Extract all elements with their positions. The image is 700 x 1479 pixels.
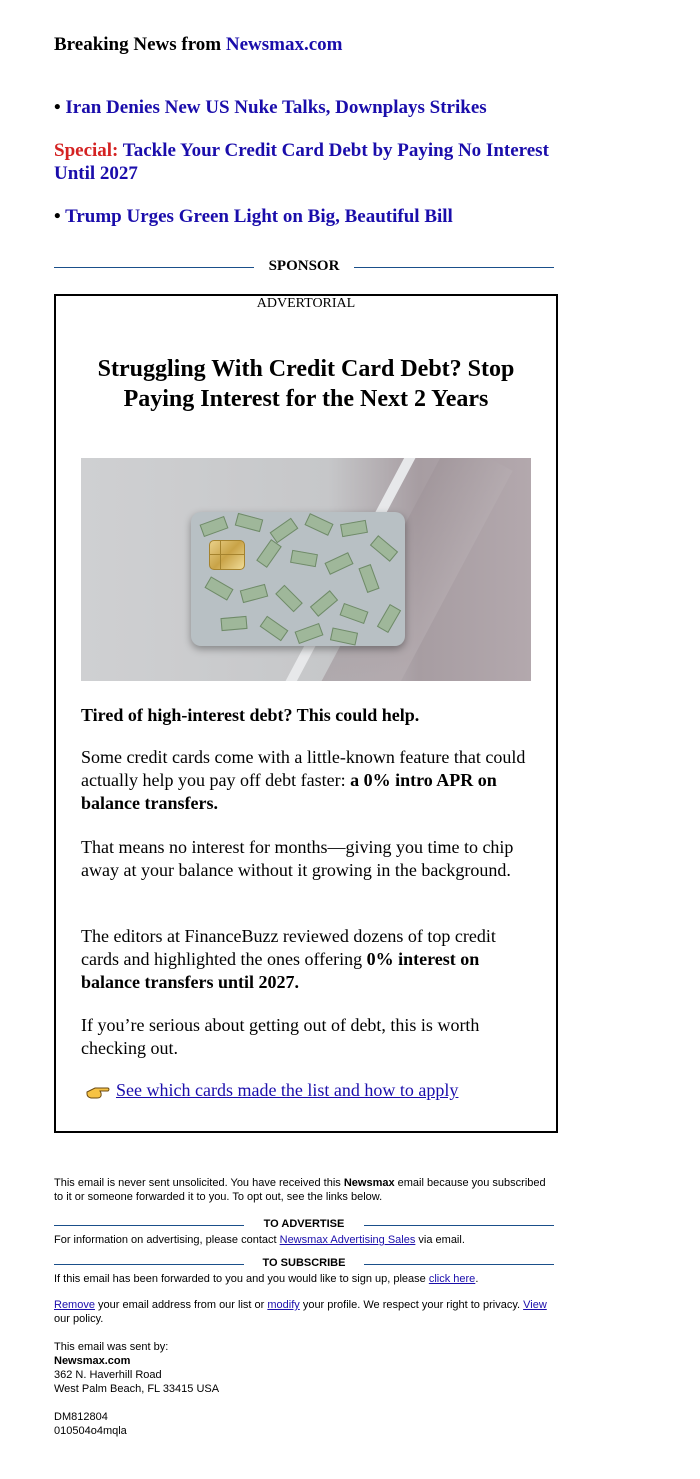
unsolicited-notice	[54, 1176, 554, 1204]
sender-address-line: West Palm Beach, FL 33415 USA	[54, 1383, 220, 1395]
headline-bullet: •	[54, 97, 66, 118]
advertising-sales-link[interactable]: Newsmax Advertising Sales	[279, 1234, 416, 1246]
footer-text: email because you subscribed to it or someone forwarded it to you. To opt out, see the links below.	[54, 1177, 546, 1203]
sponsor-divider	[54, 256, 554, 278]
footer-text: For information on advertising, please contact	[54, 1234, 280, 1246]
money-bill-icon	[310, 590, 338, 617]
paragraph-bold: 0% interest on balance transfers until 2027.	[81, 949, 480, 992]
money-bill-icon	[260, 616, 289, 642]
modify-link[interactable]: modify	[267, 1299, 300, 1311]
sender-company	[54, 1354, 554, 1368]
email-header	[54, 34, 342, 56]
money-bill-icon	[240, 584, 268, 603]
paragraph-bold: a 0% intro APR on balance transfers.	[81, 770, 497, 813]
card-chip-icon	[209, 540, 245, 570]
money-bill-icon	[340, 603, 369, 624]
special-label: Special:	[54, 140, 123, 161]
header-brand-link[interactable]: Newsmax.com	[225, 34, 343, 55]
sent-by-label: This email was sent by:	[54, 1341, 169, 1353]
tracking-codes	[54, 1410, 554, 1438]
divider-line	[54, 1225, 244, 1226]
money-bill-icon	[235, 513, 263, 532]
money-bill-icon	[330, 627, 358, 645]
money-bill-icon	[295, 623, 324, 644]
advertorial-lead: Tired of high-interest debt? This could help.	[81, 705, 420, 725]
headline-link[interactable]	[54, 96, 558, 119]
advertise-label: TO ADVERTISE	[263, 1218, 345, 1230]
subscribe-divider	[54, 1257, 554, 1271]
credit-card-illustration	[191, 512, 405, 646]
advertise-divider	[54, 1218, 554, 1232]
headline-text: Iran Denies New US Nuke Talks, Downplays Strikes	[65, 97, 487, 118]
footer-text: your email address from our list or	[94, 1299, 268, 1311]
money-bill-icon	[377, 604, 401, 633]
paragraph-text: Some credit cards come with a little-known feature that could actually help you pay off debt faster:	[81, 747, 526, 790]
headline-text: Tackle Your Credit Card Debt by Paying No Interest Until 2027	[54, 140, 549, 184]
money-bill-icon	[340, 520, 368, 537]
headline-link[interactable]	[54, 205, 558, 228]
cta-link[interactable]: See which cards made the list and how to apply	[116, 1080, 459, 1100]
footer-text: If this email has been forwarded to you and you would like to sign up, please	[54, 1273, 429, 1285]
divider-line	[54, 267, 254, 268]
footer-text: our policy.	[54, 1313, 104, 1325]
money-bill-icon	[256, 539, 282, 568]
remove-link[interactable]: Remove	[54, 1299, 95, 1311]
pointing-hand-icon	[86, 1084, 110, 1100]
money-bill-icon	[370, 535, 398, 562]
subscribe-info	[54, 1272, 554, 1286]
company-name: Newsmax.com	[54, 1355, 131, 1367]
money-bill-icon	[204, 576, 233, 600]
divider-line	[354, 267, 554, 268]
sender-info	[54, 1340, 554, 1396]
tracking-code: 010504o4mqla	[54, 1425, 127, 1437]
advertorial-paragraph	[81, 746, 531, 815]
advertise-info	[54, 1233, 554, 1247]
paragraph-text: The editors at FinanceBuzz reviewed dozens of top credit cards and highlighted the ones offering	[81, 926, 496, 969]
sender-address-line: 362 N. Haverhill Road	[54, 1369, 162, 1381]
money-bill-icon	[200, 516, 229, 537]
money-bill-icon	[290, 550, 318, 567]
footer-text: your profile. We respect your right to privacy.	[299, 1299, 524, 1311]
money-bill-icon	[220, 616, 247, 631]
money-bill-icon	[304, 513, 333, 536]
advertorial-paragraph: If you’re serious about getting out of debt, this is worth checking out.	[81, 1015, 480, 1058]
advertorial-label: ADVERTORIAL	[256, 296, 356, 311]
money-bill-icon	[275, 585, 303, 613]
privacy-info	[54, 1298, 554, 1326]
headline-text: Trump Urges Green Light on Big, Beautiful Bill	[65, 206, 453, 227]
advertorial-box	[54, 294, 558, 1133]
advertorial-paragraph	[81, 925, 531, 994]
advertorial-title: Struggling With Credit Card Debt? Stop Paying Interest for the Next 2 Years	[97, 356, 515, 412]
divider-line	[364, 1264, 554, 1265]
headline-bullet: •	[54, 206, 66, 227]
view-policy-link[interactable]: View	[523, 1299, 547, 1311]
special-headline-link[interactable]	[54, 139, 558, 185]
click-here-link[interactable]: click here	[428, 1273, 476, 1285]
header-prefix: Breaking News from	[54, 34, 226, 55]
advertorial-cta	[86, 1079, 458, 1102]
divider-line	[364, 1225, 554, 1226]
money-bill-icon	[270, 518, 299, 544]
advertorial-paragraph: That means no interest for months—giving you time to chip away at your balance without it growing in the background.	[81, 837, 514, 880]
footer-brand: Newsmax	[343, 1177, 395, 1189]
footer-text: .	[475, 1273, 479, 1285]
credit-card-hero-image[interactable]	[81, 458, 531, 681]
money-bill-icon	[324, 552, 353, 575]
money-bill-icon	[358, 564, 379, 593]
footer-text: This email is never sent unsolicited. You have received this	[54, 1177, 344, 1189]
subscribe-label: TO SUBSCRIBE	[262, 1257, 346, 1269]
tracking-code: DM812804	[54, 1411, 108, 1423]
sponsor-label: SPONSOR	[268, 258, 340, 274]
footer-text: via email.	[415, 1234, 465, 1246]
divider-line	[54, 1264, 244, 1265]
